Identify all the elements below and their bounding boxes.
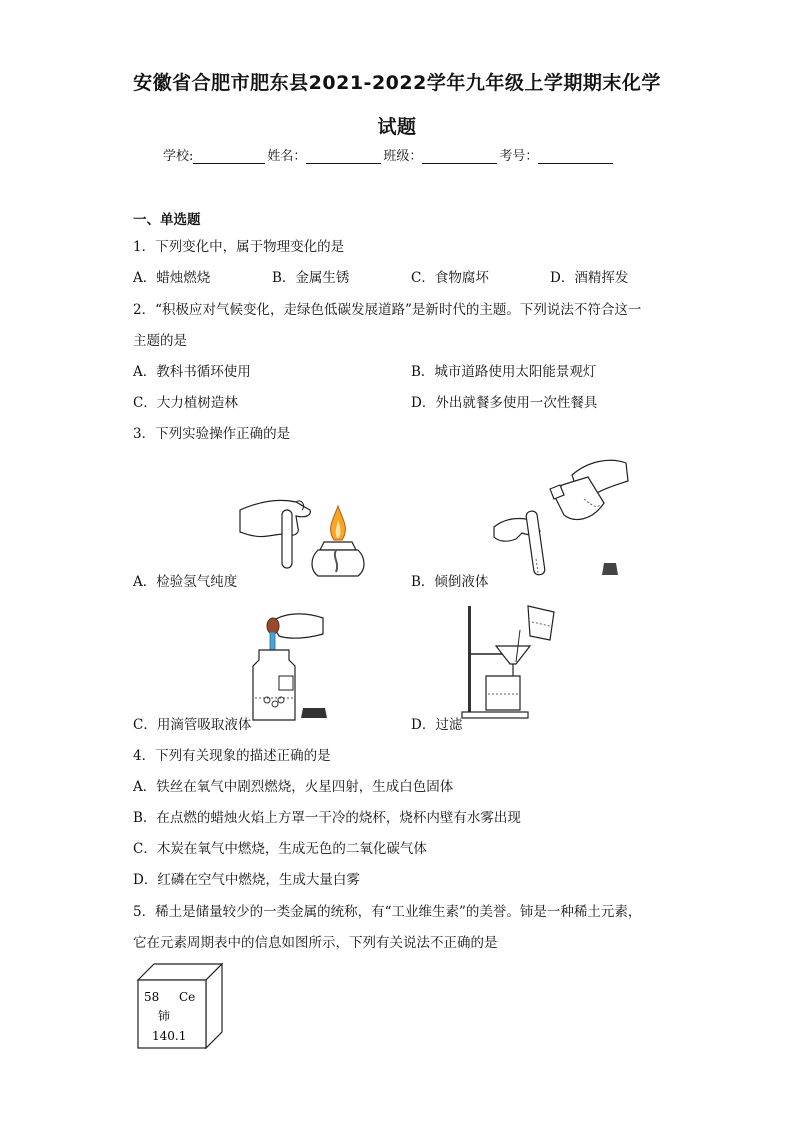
q2-option-d[interactable]: D．外出就餐多使用一次性餐具 (411, 395, 598, 411)
q1-option-c[interactable]: C．食物腐坏 (411, 270, 489, 286)
q4-option-b[interactable]: B．在点燃的蜡烛火焰上方罩一干冷的烧杯，烧杯内壁有水雾出现 (133, 810, 521, 826)
q4-option-c[interactable]: C．木炭在氧气中燃烧，生成无色的二氧化碳气体 (133, 841, 427, 857)
figure-filtration (458, 602, 568, 722)
page-title: 安徽省合肥市肥东县2021-2022学年九年级上学期期末化学 (133, 72, 661, 94)
q4-option-a[interactable]: A．铁丝在氧气中剧烈燃烧，火星四射，生成白色固体 (133, 779, 454, 795)
school-label: 学校: (163, 149, 194, 164)
q2-option-b[interactable]: B．城市道路使用太阳能景观灯 (411, 364, 597, 380)
element-name: 铈 (158, 1009, 171, 1023)
element-symbol: Ce (179, 990, 196, 1004)
figure-dropper (245, 610, 335, 725)
q1-option-b[interactable]: B．金属生锈 (272, 270, 350, 286)
class-label: 班级： (383, 149, 423, 164)
student-info-line (163, 145, 615, 164)
q1-stem: 1．下列变化中，属于物理变化的是 (133, 239, 345, 255)
q1-option-d[interactable]: D．酒精挥发 (550, 270, 629, 286)
number-blank[interactable] (538, 150, 613, 164)
element-number: 58 (144, 990, 160, 1004)
class-blank[interactable] (422, 150, 497, 164)
q2-option-c[interactable]: C．大力植树造林 (133, 395, 238, 411)
q3-option-c[interactable]: C．用滴管吸取液体 (133, 717, 252, 733)
q3-option-a[interactable]: A．检验氢气纯度 (133, 574, 238, 590)
q3-stem: 3．下列实验操作正确的是 (133, 426, 291, 442)
page-title-line2: 试题 (377, 116, 417, 138)
number-label: 考号： (499, 149, 539, 164)
q4-stem: 4．下列有关现象的描述正确的是 (133, 748, 331, 764)
q2-option-a[interactable]: A．教科书循环使用 (133, 364, 251, 380)
q2-stem-line2: 主题的是 (133, 333, 187, 349)
figure-hydrogen-test (238, 488, 368, 580)
q2-stem-line1: 2．“积极应对气候变化，走绿色低碳发展道路”是新时代的主题。下列说法不符合这一 (133, 302, 642, 318)
q3-option-b[interactable]: B．倾倒液体 (411, 574, 489, 590)
school-blank[interactable] (193, 150, 265, 164)
section-heading: 一、单选题 (133, 212, 201, 228)
name-blank[interactable] (306, 150, 381, 164)
q5-stem-line2: 它在元素周期表中的信息如图所示，下列有关说法不正确的是 (133, 935, 498, 951)
q3-option-d[interactable]: D．过滤 (411, 717, 463, 733)
element-cube (134, 962, 229, 1052)
q4-option-d[interactable]: D．红磷在空气中燃烧，生成大量白雾 (133, 872, 360, 888)
q1-option-a[interactable]: A．蜡烛燃烧 (133, 270, 211, 286)
name-label: 姓名： (267, 149, 307, 164)
figure-pouring-liquid (492, 455, 632, 580)
element-mass: 140.1 (152, 1029, 187, 1043)
q5-stem-line1: 5．稀土是储量较少的一类金属的统称，有“工业维生素”的美誉。铈是一种稀土元素， (133, 904, 642, 920)
